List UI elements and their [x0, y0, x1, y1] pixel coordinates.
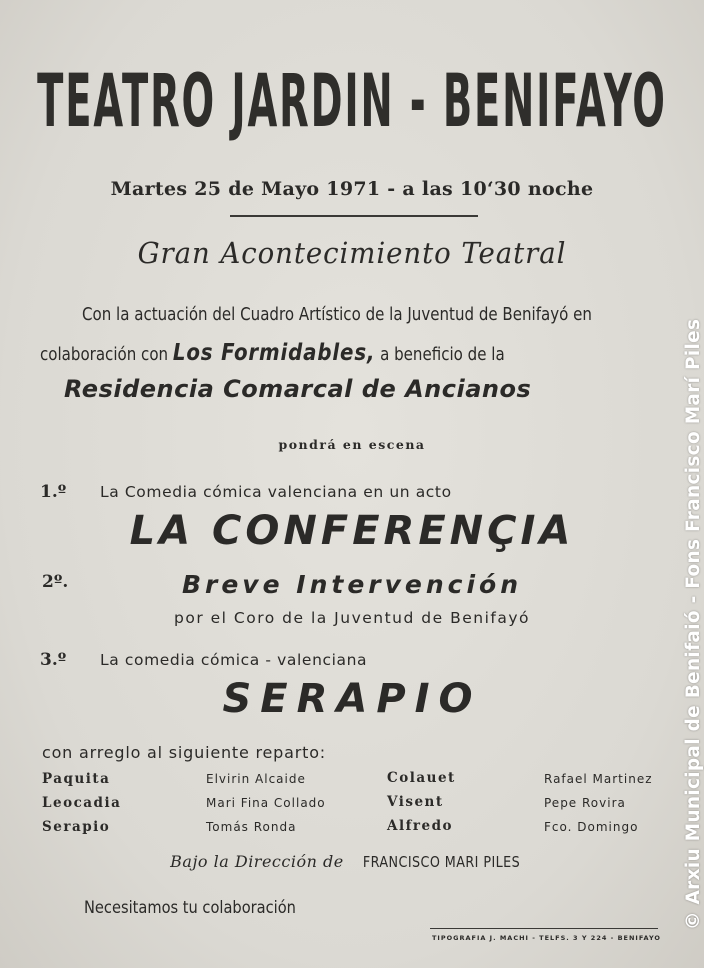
cast-role: Colauet: [387, 770, 456, 786]
intro-line-2: [40, 340, 505, 366]
act-3-description: La comedia cómica - valenciana: [100, 651, 368, 669]
archive-watermark: © Arxiu Municipal de Benifaió - Fons Francisco Marí Piles: [683, 318, 704, 930]
cast-intro: con arreglo al siguiente reparto:: [42, 743, 326, 762]
intro-line-1: Con la actuación del Cuadro Artístico de la Juventud de Benifayó en: [82, 305, 592, 325]
cast-role: Visent: [387, 794, 444, 810]
cast-role: Alfredo: [387, 818, 454, 834]
cast-actor: Mari Fina Collado: [206, 796, 326, 810]
pondra-en-escena: pondrá en escena: [278, 437, 426, 452]
cast-actor: Elvirin Alcaide: [206, 772, 306, 786]
act-2-number: 2º.: [42, 572, 69, 592]
cast-role: Serapio: [42, 819, 111, 835]
poster-title: TEATRO JARDIN - BENIFAYO: [37, 57, 667, 144]
group-name: Los Formidables,: [172, 340, 376, 366]
cast-actor: Tomás Ronda: [206, 820, 297, 834]
director-line: [0, 852, 704, 871]
event-heading: Gran Acontecimiento Teatral: [137, 236, 567, 270]
beneficiary: Residencia Comarcal de Ancianos: [64, 375, 532, 403]
director-name: FRANCISCO MARI PILES: [362, 853, 520, 871]
printer-divider: [430, 928, 658, 929]
intro-line-2-start: colaboración con: [40, 345, 173, 365]
cast-role: Leocadia: [42, 795, 122, 811]
act-3-play-title: SERAPIO: [222, 676, 482, 722]
director-prefix: Bajo la Dirección de: [170, 852, 344, 871]
act-2-description: por el Coro de la Juventud de Benifayó: [174, 609, 530, 627]
cast-actor: Pepe Rovira: [544, 796, 626, 810]
printer-credit: TIPOGRAFIA J. MACHI - TELFS. 3 Y 224 - BENIFAYO: [432, 934, 661, 942]
cast-actor: Fco. Domingo: [544, 820, 639, 834]
act-1-number: 1.º: [40, 482, 67, 502]
cast-actor: Rafael Martinez: [544, 772, 653, 786]
act-1-play-title: LA CONFERENÇIA: [129, 508, 575, 554]
intro-line-2-end: a beneficio de la: [375, 345, 505, 365]
act-2-title: Breve Intervención: [181, 570, 523, 599]
closing-line: Necesitamos tu colaboración: [84, 898, 296, 918]
act-1-description: La Comedia cómica valenciana en un acto: [100, 483, 452, 501]
act-3-number: 3.º: [40, 650, 67, 670]
cast-role: Paquita: [42, 771, 111, 787]
divider-line: [230, 215, 478, 217]
date-line: Martes 25 de Mayo 1971 - a las 10‘30 noche: [110, 178, 594, 200]
